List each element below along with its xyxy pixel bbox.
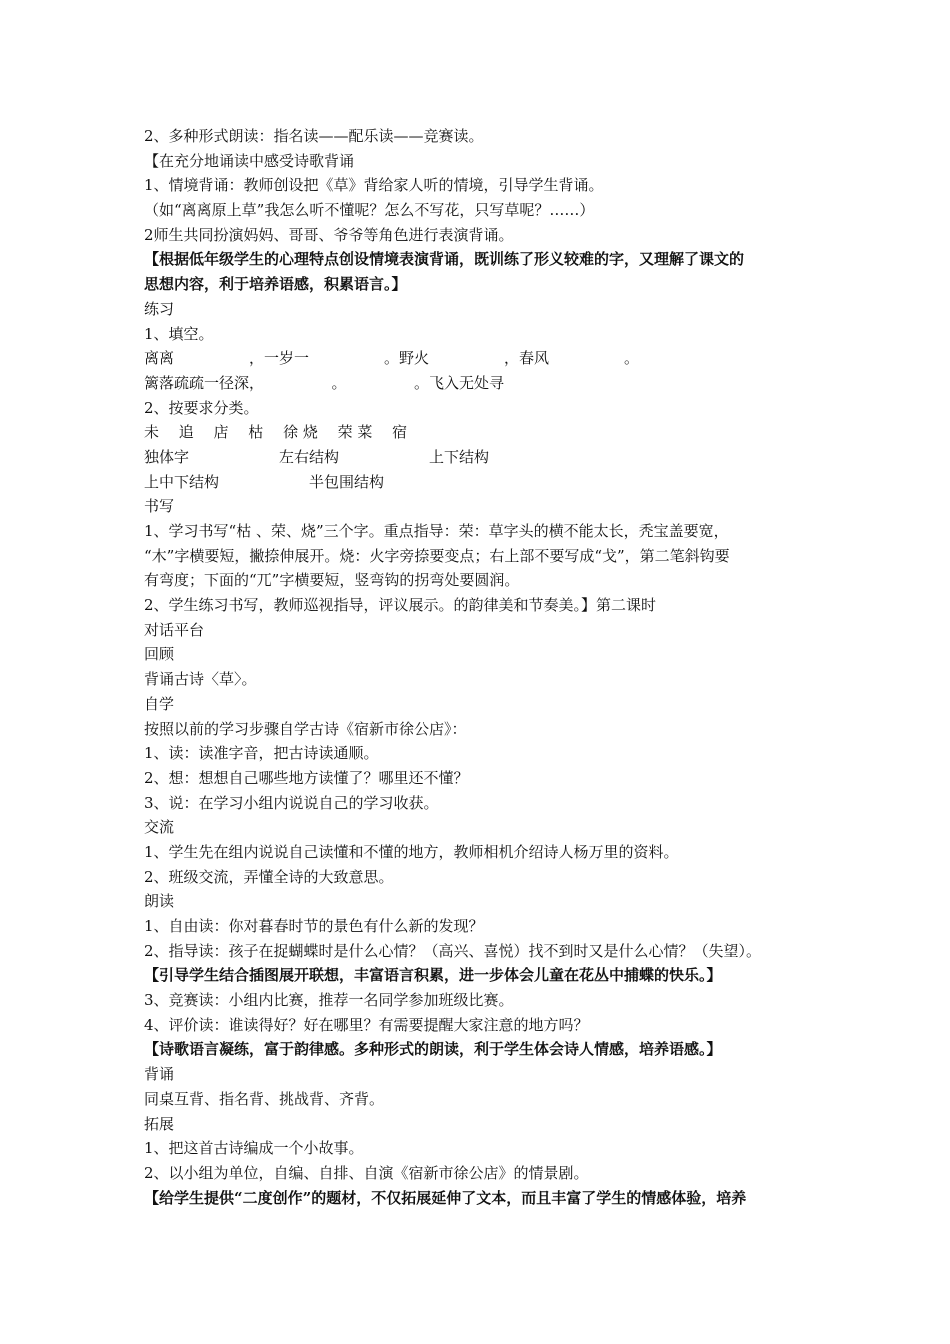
text-line: 2、想：想想自己哪些地方读懂了？哪里还不懂？ [144, 768, 469, 787]
text-line: 有弯度；下面的“兀”字横要短，竖弯钩的拐弯处要圆润。 [144, 571, 520, 590]
text-line: 1、情境背诵：教师创设把《草》背给家人听的情境，引导学生背诵。 [144, 176, 604, 195]
text-line: “木”字横要短，撇捺伸展开。烧：火字旁捺要变点；右上部不要写成“戈”，第二笔斜钩要 [144, 546, 730, 565]
text-line: 背诵古诗〈草〉。 [144, 670, 257, 689]
text-line: 2、班级交流，弄懂全诗的大致意思。 [144, 867, 394, 886]
text-line: 2、多种形式朗读：指名读——配乐读——竞赛读。 [144, 127, 484, 145]
text-line: 拓展 [144, 1114, 175, 1133]
text-line: 篱落疏疏一径深， 。 。飞入无处寻 [144, 373, 505, 392]
text-line: 回顾 [144, 645, 175, 664]
text-line: 思想内容，利于培养语感，积累语言。】 [144, 275, 407, 294]
text-line: 3、说：在学习小组内说说自己的学习收获。 [144, 793, 439, 812]
text-line: 4、评价读：谁读得好？好在哪里？有需要提醒大家注意的地方吗？ [144, 1015, 589, 1034]
text-line: 离离 ，一岁一 。野火 ，春风 。 [144, 349, 640, 368]
text-line: 同桌互背、指名背、挑战背、齐背。 [144, 1089, 385, 1108]
text-line: 交流 [144, 818, 175, 837]
text-line: 独体字 左右结构 上下结构 [144, 447, 490, 466]
text-line: 书写 [144, 497, 175, 516]
text-line: 练习 [144, 299, 175, 318]
text-line: 【在充分地诵读中感受诗歌背诵 [144, 151, 355, 170]
text-line: 上中下结构 半包围结构 [144, 472, 385, 491]
text-line: 2、按要求分类。 [144, 398, 259, 417]
text-line: （如“离离原上草”我怎么听不懂呢？怎么不写花，只写草呢？……） [144, 201, 595, 220]
document-body [144, 124, 814, 1210]
text-line: 2、指导读：孩子在捉蝴蝶时是什么心情？（高兴、喜悦）找不到时又是什么心情？（失望）。 [144, 941, 762, 960]
text-line: 【根据低年级学生的心理特点创设情境表演背诵，既训练了形义较难的字，又理解了课文的 [144, 250, 745, 269]
text-line: 2、以小组为单位，自编、自排、自演《宿新市徐公店》的情景剧。 [144, 1163, 589, 1182]
text-line: 1、填空。 [144, 324, 214, 343]
text-line: 2师生共同扮演妈妈、哥哥、爷爷等角色进行表演背诵。 [144, 225, 514, 244]
text-line: 按照以前的学习步骤自学古诗《宿新市徐公店》： [144, 719, 467, 738]
text-line: 【诗歌语言凝练，富于韵律感。多种形式的朗读，利于学生体会诗人情感，培养语感。】 [144, 1040, 722, 1059]
text-line: 1、把这首古诗编成一个小故事。 [144, 1139, 364, 1158]
text-line: 【引导学生结合插图展开联想，丰富语言积累，进一步体会儿童在花丛中捕蝶的快乐。】 [144, 966, 722, 985]
text-line: 3、竞赛读：小组内比赛，推荐一名同学参加班级比赛。 [144, 991, 514, 1010]
text-line: 1、学生先在组内说说自己读懂和不懂的地方，教师相机介绍诗人杨万里的资料。 [144, 842, 679, 861]
text-line: 朗读 [144, 892, 175, 911]
document-page [144, 124, 814, 1210]
text-line: 背诵 [144, 1065, 175, 1084]
text-line: 2、学生练习书写，教师巡视指导，评议展示。的韵律美和节奏美。】第二课时 [144, 596, 657, 615]
text-line: 未 追 店 枯 徐 烧 荣 菜 宿 [144, 423, 408, 442]
text-line: 【给学生提供“二度创作”的题材，不仅拓展延伸了文本，而且丰富了学生的情感体验，培养 [144, 1188, 747, 1207]
text-line: 对话平台 [144, 620, 205, 639]
text-line: 1、自由读：你对暮春时节的景色有什么新的发现？ [144, 917, 484, 935]
text-line: 1、学习书写“枯 、荣、烧”三个字。重点指导：荣：草字头的横不能太长，秃宝盖要宽， [144, 522, 729, 540]
text-line: 自学 [144, 694, 175, 713]
text-line: 1、读：读准字音，把古诗读通顺。 [144, 744, 379, 763]
